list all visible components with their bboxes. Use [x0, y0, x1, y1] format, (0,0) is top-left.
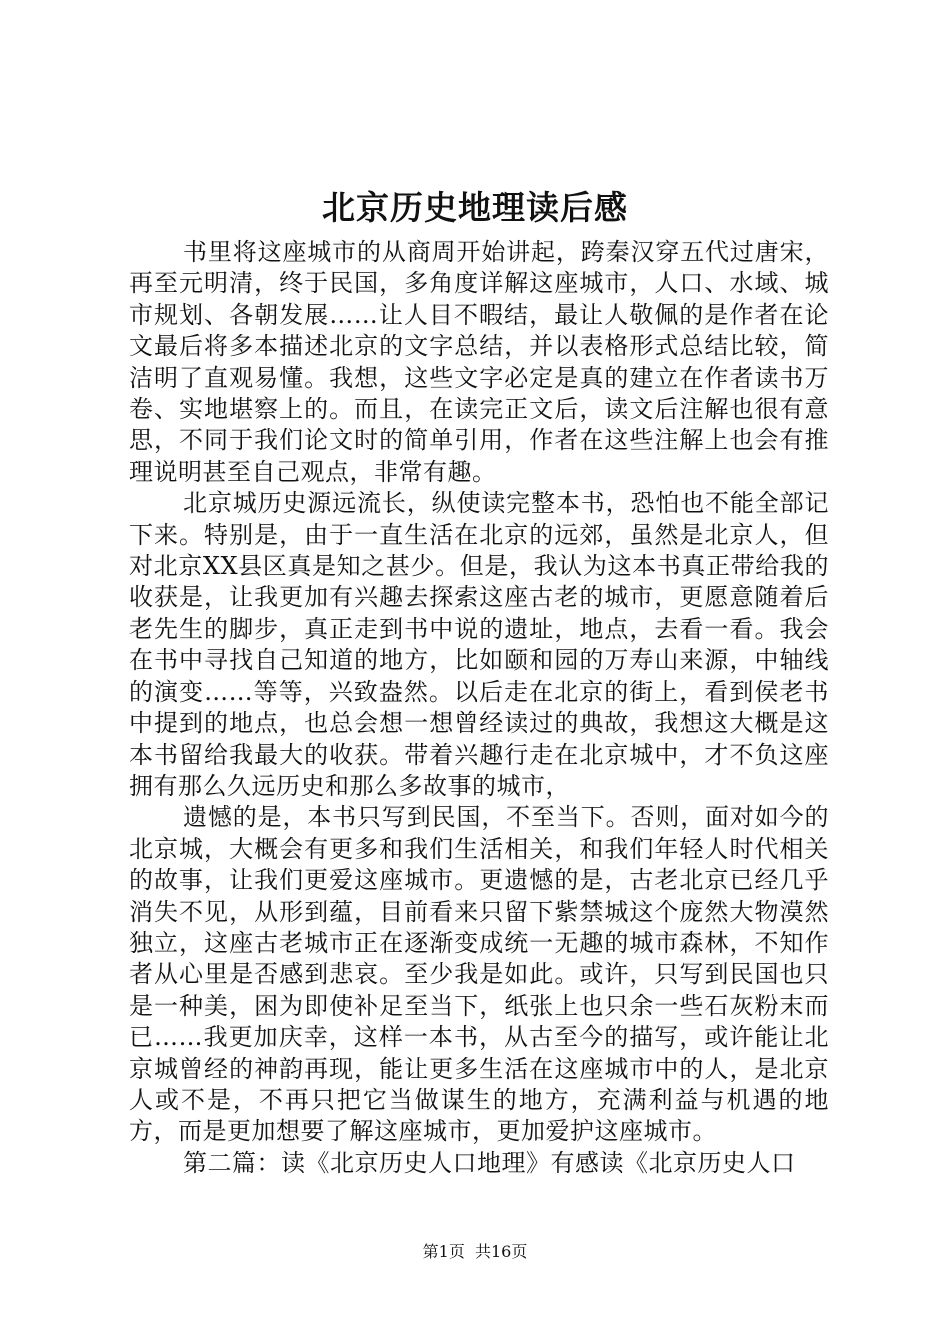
paragraph-3: 遗憾的是，本书只写到民国，不至当下。否则，面对如今的北京城，大概会有更多和我们生活相关，和我们年轻人时代相关的故事，让我们更爱这座城市。更遗憾的是，古老北京已经几乎消失不见，从形到蕴，目前看来只留下紫禁城这个庞然大物漠然独立，这座古老城市正在逐渐变成统一无趣的城市森林，不知作者从心里是否感到悲哀。至少我是如此。或许，只写到民国也只是一种美，困为即使补足至当下，纸张上也只余一些石灰粉末而已……我更加庆幸，这样一本书，从古至今的描写，或许能让北京城曾经的神韵再现，能让更多生活在这座城市中的人，是北京人或不是，不再只把它当做谋生的地方，充满利益与机遇的地方，而是更加想要了解这座城市，更加爱护这座城市。	[129, 803, 829, 1146]
page-footer	[0, 1240, 950, 1264]
page-number-label: 第1页 共16页	[422, 1242, 528, 1261]
paragraph-1: 书里将这座城市的从商周开始讲起，跨秦汉穿五代过唐宋，再至元明清，终于民国，多角度详解这座城市，人口、水域、城市规划、各朝发展……让人目不暇结，最让人敬佩的是作者在论文最后将多本描述北京的文字总结，并以表格形式总结比较，简洁明了直观易懂。我想，这些文字必定是真的建立在作者读书万卷、实地堪察上的。而且，在读完正文后，读文后注解也很有意思，不同于我们论文时的简单引用，作者在这些注解上也会有推理说明甚至自己观点，非常有趣。	[129, 238, 829, 486]
document-body	[129, 237, 829, 1179]
document-title: 北京历史地理读后感	[322, 188, 628, 227]
paragraph-4: 第二篇：读《北京历史人口地理》有感读《北京历史人口	[183, 1148, 796, 1177]
paragraph-2: 北京城历史源远流长，纵使读完整本书，恐怕也不能全部记下来。特别是，由于一直生活在北京的远郊，虽然是北京人，但对北京XX县区真是知之甚少。但是，我认为这本书真正带给我的收获是，让我更加有兴趣去探索这座古老的城市，更愿意随着后老先生的脚步，真正走到书中说的遗址，地点，去看一看。我会在书中寻找自己知道的地方，比如颐和园的万寿山来源，中轴线的演变……等等，兴致盎然。以后走在北京的街上，看到侯老书中提到的地点，也总会想一想曾经读过的典故，我想这大概是这本书留给我最大的收获。带着兴趣行走在北京城中，才不负这座拥有那么久远历史和那么多故事的城市，	[129, 489, 829, 800]
